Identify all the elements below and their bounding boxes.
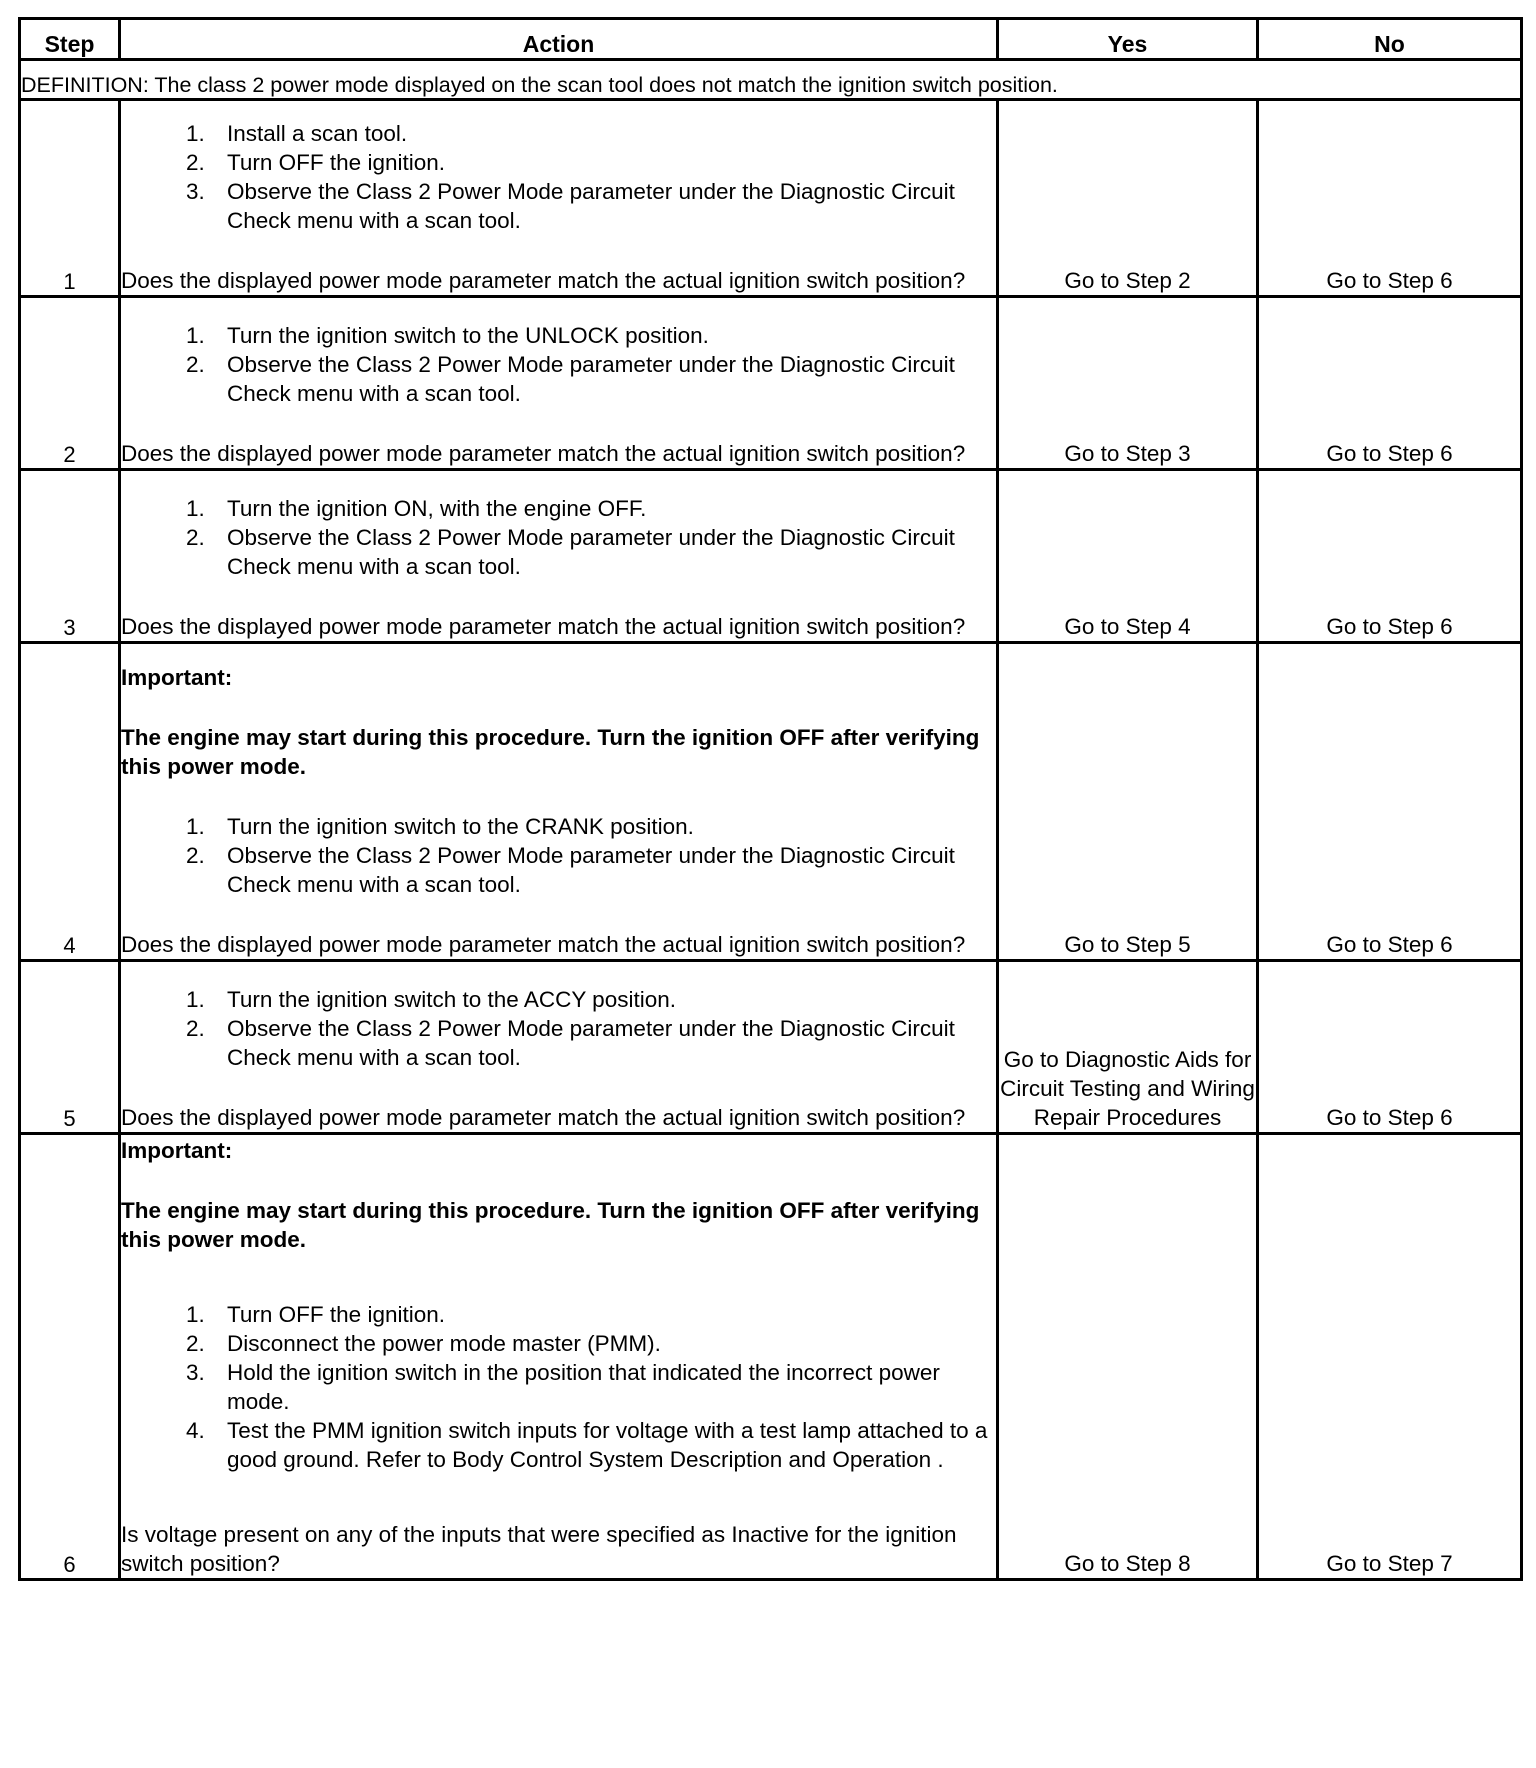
spacer bbox=[121, 899, 996, 930]
yes-result: Go to Step 5 bbox=[998, 643, 1258, 961]
procedure-list bbox=[121, 1300, 996, 1474]
yes-result: Go to Step 3 bbox=[998, 297, 1258, 470]
question-text: Does the displayed power mode parameter match the actual ignition switch position? bbox=[121, 441, 966, 466]
step-number: 3 bbox=[20, 470, 120, 643]
question-text: Does the displayed power mode parameter match the actual ignition switch position? bbox=[121, 1105, 966, 1130]
spacer bbox=[121, 1072, 996, 1103]
header-no: No bbox=[1258, 19, 1522, 60]
action-cell bbox=[120, 470, 998, 643]
spacer bbox=[121, 692, 996, 723]
no-result: Go to Step 6 bbox=[1258, 297, 1522, 470]
procedure-step: 1. Turn the ignition switch to the ACCY position. bbox=[211, 985, 996, 1014]
step-number: 6 bbox=[20, 1134, 120, 1580]
no-result: Go to Step 6 bbox=[1258, 470, 1522, 643]
procedure-step: 2. Observe the Class 2 Power Mode parameter under the Diagnostic Circuit Check menu with a scan tool. bbox=[211, 841, 996, 899]
definition-row bbox=[20, 60, 1522, 100]
procedure-step: 1. Turn the ignition switch to the CRANK position. bbox=[211, 812, 996, 841]
no-result: Go to Step 7 bbox=[1258, 1134, 1522, 1580]
procedure-step: 2. Turn OFF the ignition. bbox=[211, 148, 996, 177]
step-number: 4 bbox=[20, 643, 120, 961]
action-cell bbox=[120, 100, 998, 297]
important-label: Important: bbox=[121, 1138, 233, 1163]
diagnostic-table bbox=[18, 17, 1523, 1581]
procedure-step: 1. Install a scan tool. bbox=[211, 119, 996, 148]
action-cell bbox=[120, 297, 998, 470]
procedure-step: 2. Observe the Class 2 Power Mode parameter under the Diagnostic Circuit Check menu with a scan tool. bbox=[211, 350, 996, 408]
procedure-list bbox=[121, 494, 996, 581]
action-cell bbox=[120, 643, 998, 961]
procedure-step: 1. Turn the ignition ON, with the engine OFF. bbox=[211, 494, 996, 523]
header-step: Step bbox=[20, 19, 120, 60]
definition-text: DEFINITION: The class 2 power mode displayed on the scan tool does not match the ignition switch position. bbox=[20, 60, 1522, 100]
table-row bbox=[20, 1134, 1522, 1580]
yes-result: Go to Step 4 bbox=[998, 470, 1258, 643]
question-text: Does the displayed power mode parameter match the actual ignition switch position? bbox=[121, 932, 966, 957]
header-action: Action bbox=[120, 19, 998, 60]
no-result: Go to Step 6 bbox=[1258, 100, 1522, 297]
question-text: Is voltage present on any of the inputs that were specified as Inactive for the ignition switch position? bbox=[121, 1522, 957, 1576]
procedure-step: 2. Observe the Class 2 Power Mode parameter under the Diagnostic Circuit Check menu with a scan tool. bbox=[211, 523, 996, 581]
table-row bbox=[20, 643, 1522, 961]
procedure-list bbox=[121, 321, 996, 408]
important-text: The engine may start during this procedure. Turn the ignition OFF after verifying this power mode. bbox=[121, 1198, 980, 1252]
yes-result: Go to Diagnostic Aids for Circuit Testing and Wiring Repair Procedures bbox=[998, 961, 1258, 1134]
procedure-step: 3. Hold the ignition switch in the position that indicated the incorrect power mode. bbox=[211, 1358, 996, 1416]
important-label: Important: bbox=[121, 665, 233, 690]
no-result: Go to Step 6 bbox=[1258, 961, 1522, 1134]
header-row bbox=[20, 19, 1522, 60]
no-result: Go to Step 6 bbox=[1258, 643, 1522, 961]
important-text: The engine may start during this procedure. Turn the ignition OFF after verifying this power mode. bbox=[121, 725, 980, 779]
action-cell bbox=[120, 1134, 998, 1580]
spacer bbox=[121, 235, 996, 266]
step-number: 2 bbox=[20, 297, 120, 470]
procedure-step: 1. Turn OFF the ignition. bbox=[211, 1300, 996, 1329]
spacer bbox=[121, 781, 996, 812]
spacer bbox=[121, 408, 996, 439]
spacer bbox=[121, 1165, 996, 1196]
spacer bbox=[121, 1254, 996, 1300]
step-number: 1 bbox=[20, 100, 120, 297]
procedure-step: 2. Observe the Class 2 Power Mode parameter under the Diagnostic Circuit Check menu with a scan tool. bbox=[211, 1014, 996, 1072]
procedure-step: 2. Disconnect the power mode master (PMM). bbox=[211, 1329, 996, 1358]
header-yes: Yes bbox=[998, 19, 1258, 60]
procedure-list bbox=[121, 985, 996, 1072]
question-text: Does the displayed power mode parameter match the actual ignition switch position? bbox=[121, 614, 966, 639]
question-text: Does the displayed power mode parameter match the actual ignition switch position? bbox=[121, 268, 966, 293]
action-cell bbox=[120, 961, 998, 1134]
table-row bbox=[20, 100, 1522, 297]
step-number: 5 bbox=[20, 961, 120, 1134]
yes-result: Go to Step 2 bbox=[998, 100, 1258, 297]
procedure-step: 3. Observe the Class 2 Power Mode parameter under the Diagnostic Circuit Check menu with a scan tool. bbox=[211, 177, 996, 235]
yes-result: Go to Step 8 bbox=[998, 1134, 1258, 1580]
spacer bbox=[121, 1474, 996, 1520]
table-row bbox=[20, 961, 1522, 1134]
table-row bbox=[20, 297, 1522, 470]
procedure-step: 1. Turn the ignition switch to the UNLOCK position. bbox=[211, 321, 996, 350]
procedure-step: 4. Test the PMM ignition switch inputs for voltage with a test lamp attached to a good ground. Refer to Body Control System Description and Operation . bbox=[211, 1416, 996, 1474]
table-row bbox=[20, 470, 1522, 643]
procedure-list bbox=[121, 119, 996, 235]
procedure-list bbox=[121, 812, 996, 899]
spacer bbox=[121, 581, 996, 612]
